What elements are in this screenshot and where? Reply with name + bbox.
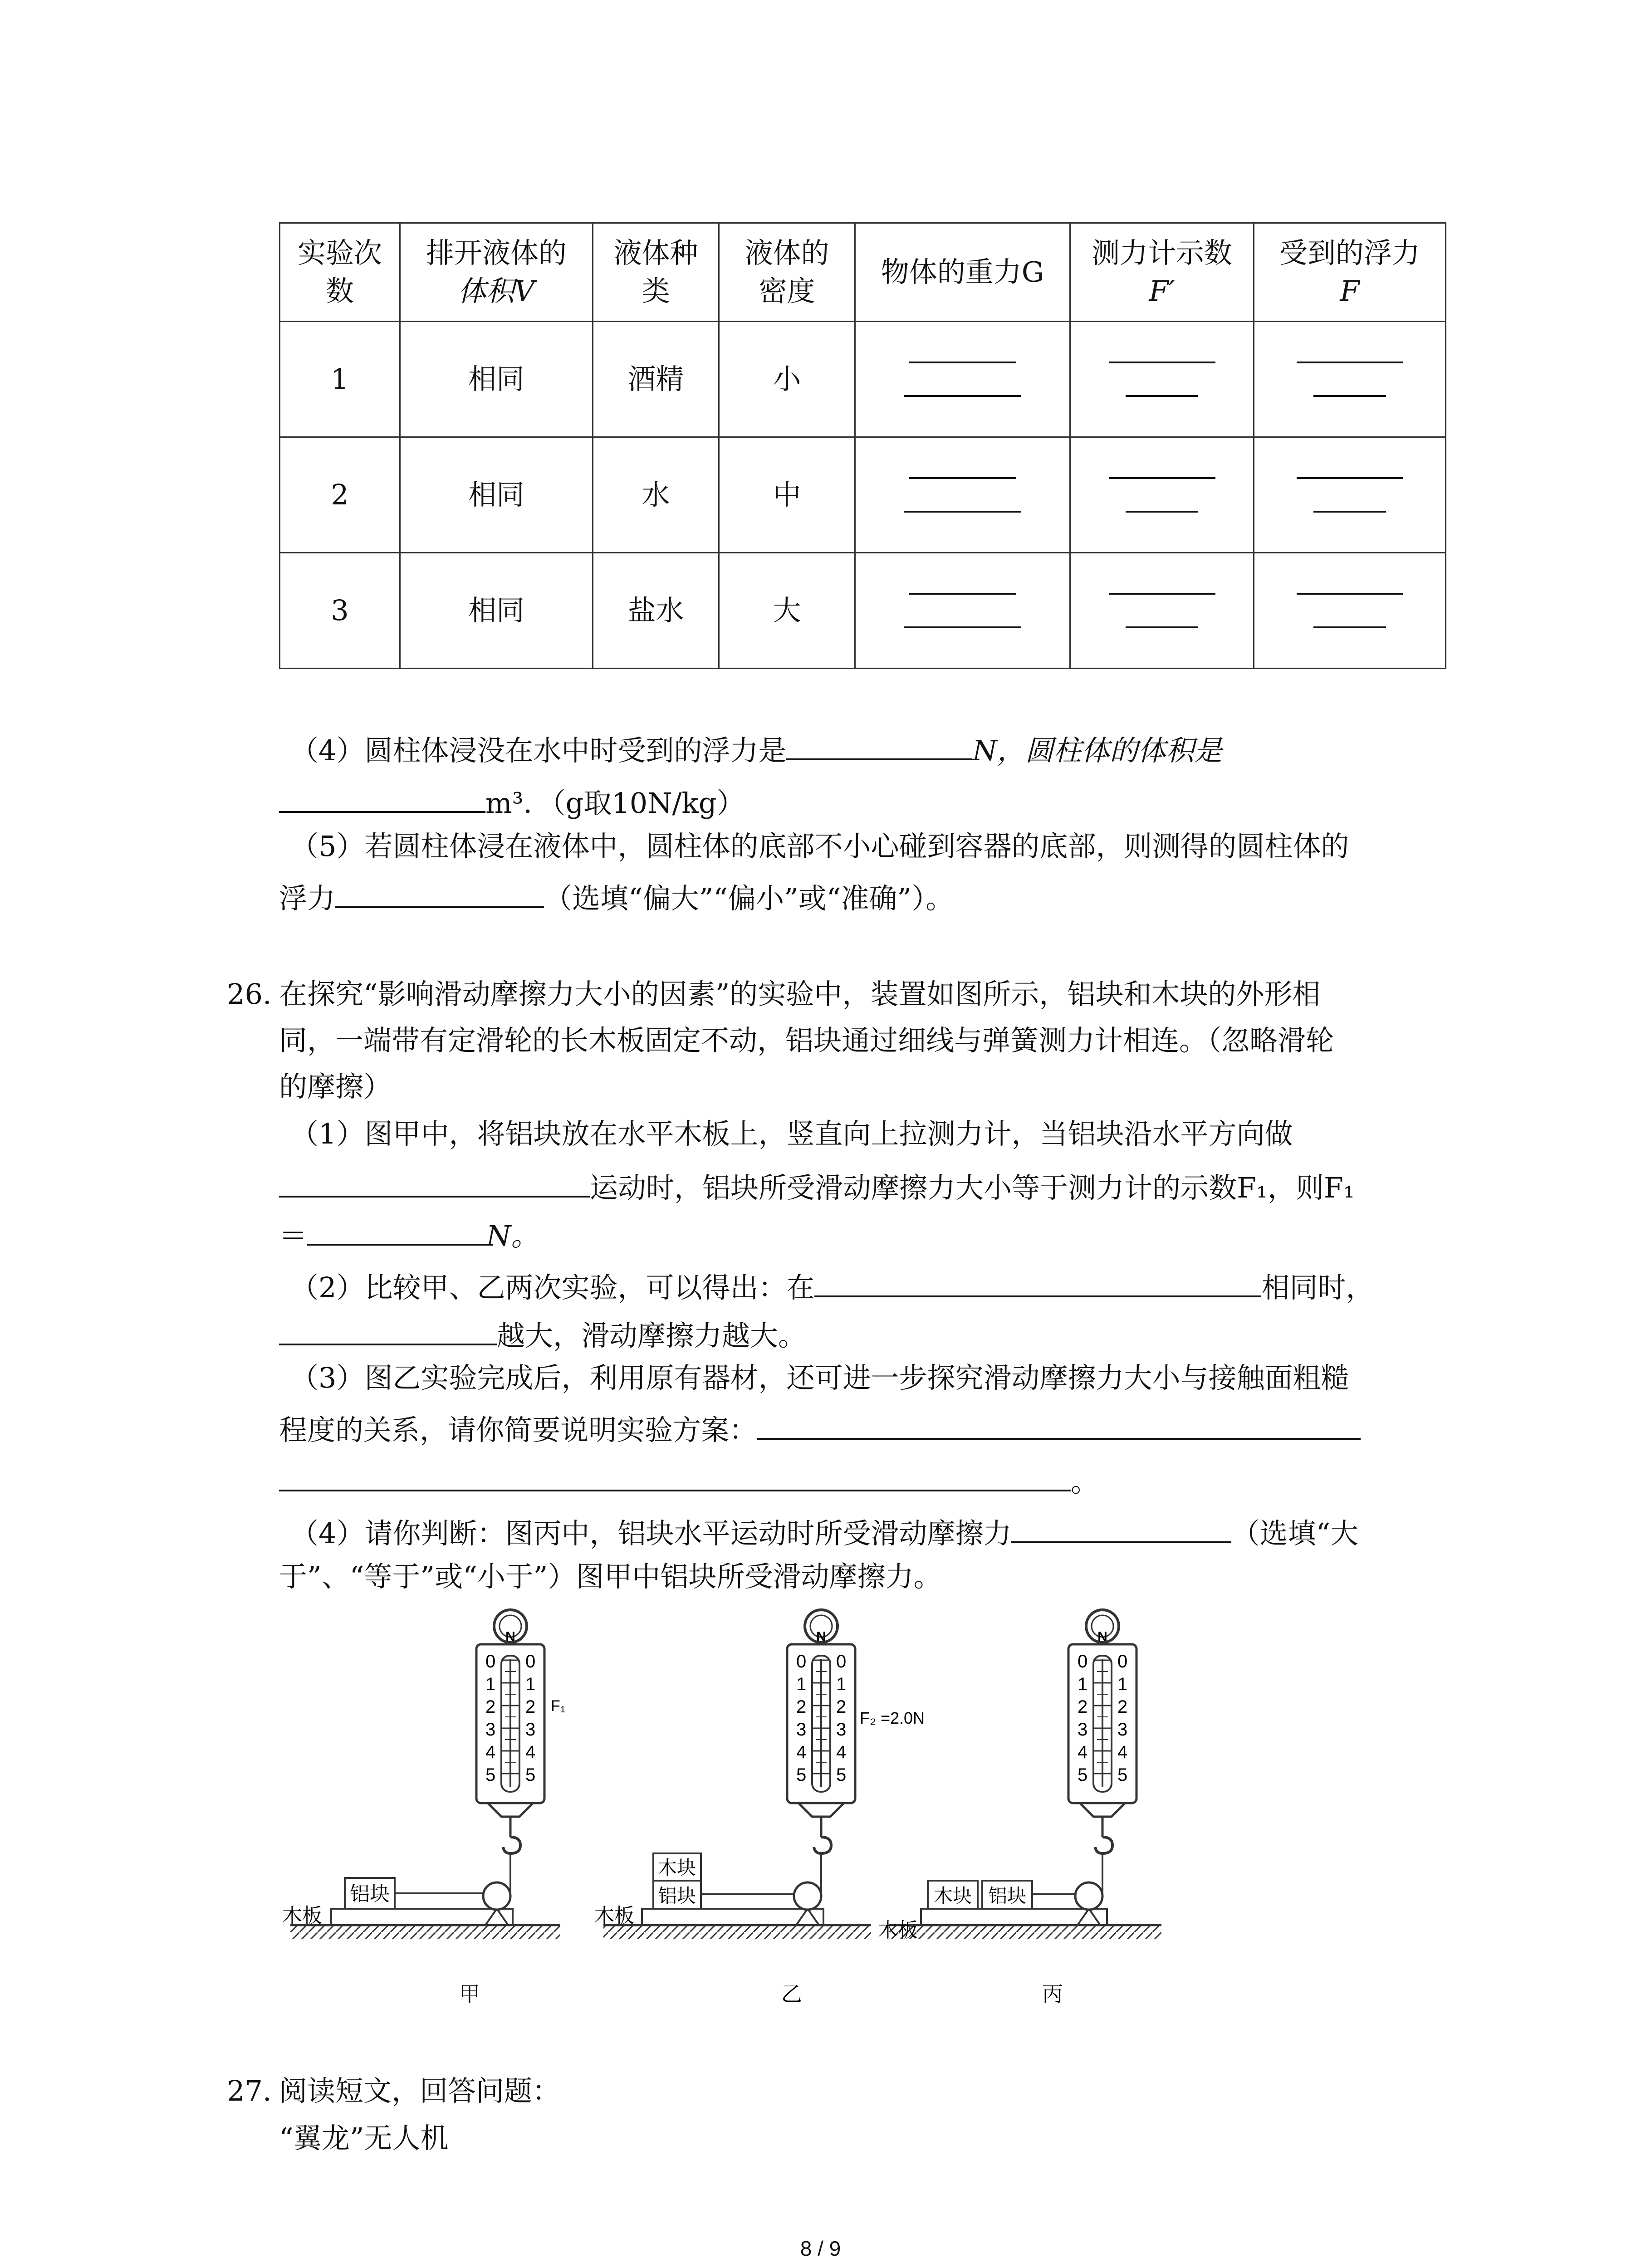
mark-right-0: 0 <box>1117 1652 1128 1672</box>
cell-trial: 2 <box>280 437 400 553</box>
q27-number: 27. <box>227 2074 272 2107</box>
mark-left-3: 3 <box>1078 1720 1088 1740</box>
mark-left-0: 0 <box>1078 1652 1088 1672</box>
q26-part1-line2: 运动时，铝块所受滑动摩擦力大小等于测力计的示数F₁，则F₁ <box>279 1164 1355 1207</box>
mark-right-1: 1 <box>1117 1674 1128 1694</box>
n-label-jia: N <box>505 1629 515 1644</box>
al-label-jia: 铝块 <box>350 1883 390 1905</box>
pulley-yi <box>794 1882 821 1910</box>
caption-yi: 乙 <box>781 1982 802 2006</box>
q27-stem: 阅读短文，回答问题： <box>279 2074 561 2107</box>
mark-right-4: 4 <box>525 1742 536 1762</box>
mark-left-1: 1 <box>796 1674 807 1694</box>
mark-left-4: 4 <box>1078 1742 1088 1762</box>
header-buoyancy: 受到的浮力 F <box>1254 223 1446 322</box>
q26-part1-line3: ＝ N。 <box>279 1212 539 1255</box>
mark-right-3: 3 <box>525 1720 536 1740</box>
mark-left-4: 4 <box>485 1742 496 1762</box>
header-weight: 物体的重力G <box>855 223 1070 322</box>
ground-yi <box>603 1925 871 1939</box>
setup-bing <box>878 1610 1161 2006</box>
cell-liquid: 盐水 <box>593 553 719 669</box>
mark-right-5: 5 <box>1117 1765 1128 1785</box>
n-label-yi: N <box>816 1629 826 1644</box>
cell-liquid: 酒精 <box>593 322 719 437</box>
header-reading: 测力计示数 F′ <box>1070 223 1254 322</box>
caption-bing: 丙 <box>1042 1982 1063 2006</box>
mark-right-0: 0 <box>525 1652 536 1672</box>
mark-left-2: 2 <box>1078 1697 1088 1717</box>
mark-left-3: 3 <box>485 1720 496 1740</box>
q25-part5-line2: 浮力 （选填“偏大”“偏小”或“准确”）。 <box>279 875 954 918</box>
page-number: 8 / 9 <box>800 2237 841 2260</box>
n-label-bing: N <box>1097 1629 1107 1644</box>
board-label-jia: 木板 <box>282 1905 322 1927</box>
board-jia <box>331 1909 513 1925</box>
pulley-bing <box>1075 1882 1102 1910</box>
setup-yi <box>594 1610 925 2006</box>
mark-right-4: 4 <box>1117 1742 1128 1762</box>
q26-part3-line2: 程度的关系，请你简要说明实验方案： <box>279 1406 1361 1449</box>
ground-jia <box>290 1925 560 1939</box>
mark-right-2: 2 <box>836 1697 847 1717</box>
q26-part3-line3: 。 <box>279 1458 1099 1501</box>
wood-label-bing: 木块 <box>933 1885 972 1906</box>
mark-right-3: 3 <box>836 1720 847 1740</box>
cell-trial: 3 <box>280 553 400 669</box>
ground-bing <box>889 1925 1161 1939</box>
al-label-yi: 铝块 <box>657 1885 696 1906</box>
f2-label: F₂ =2.0N <box>860 1709 925 1727</box>
q26-part4-line2: 于”、“等于”或“小于”）图甲中铝块所受滑动摩擦力。 <box>279 1560 942 1593</box>
q26-number: 26. <box>227 978 272 1011</box>
mark-right-5: 5 <box>525 1765 536 1785</box>
mark-left-5: 5 <box>1078 1765 1088 1785</box>
cell-volume: 相同 <box>400 437 593 553</box>
mark-right-0: 0 <box>836 1652 847 1672</box>
q25-part5-line1: （5）若圆柱体浸在液体中，圆柱体的底部不小心碰到容器的底部，则测得的圆柱体的 <box>290 830 1349 863</box>
q26-stem-line2: 同，一端带有定滑轮的长木板固定不动，铝块通过细线与弹簧测力计相连。（忽略滑轮 <box>279 1024 1334 1057</box>
cell-liquid: 水 <box>593 437 719 553</box>
mark-right-4: 4 <box>836 1742 847 1762</box>
q26-part2-line2: 越大，滑动摩擦力越大。 <box>279 1312 806 1355</box>
mark-left-1: 1 <box>485 1674 496 1694</box>
q26-part4-line1: （4）请你判断：图丙中，铝块水平运动时所受滑动摩擦力 （选填“大 <box>290 1510 1358 1553</box>
mark-left-4: 4 <box>796 1742 807 1762</box>
board-yi <box>642 1909 823 1925</box>
wood-label-yi: 木块 <box>657 1857 696 1878</box>
q26-part2-line1: （2）比较甲、乙两次实验，可以得出：在 相同时， <box>290 1264 1374 1307</box>
q26-stem-line3: 的摩擦） <box>279 1070 392 1103</box>
mark-right-1: 1 <box>836 1674 847 1694</box>
mark-right-5: 5 <box>836 1765 847 1785</box>
cell-volume: 相同 <box>400 553 593 669</box>
header-liquid: 液体种 类 <box>593 223 719 322</box>
mark-left-5: 5 <box>796 1765 807 1785</box>
mark-left-0: 0 <box>796 1652 807 1672</box>
header-density: 液体的 密度 <box>719 223 855 322</box>
q26-part3-line1: （3）图乙实验完成后，利用原有器材，还可进一步探究滑动摩擦力大小与接触面粗糙 <box>290 1361 1349 1394</box>
cell-trial: 1 <box>280 322 400 437</box>
header-trial: 实验次 数 <box>280 223 400 322</box>
caption-jia: 甲 <box>459 1982 480 2006</box>
board-label-yi: 木板 <box>594 1905 634 1927</box>
mark-right-2: 2 <box>525 1697 536 1717</box>
cell-density: 大 <box>719 553 855 669</box>
q25-part4-line1: （4）圆柱体浸没在水中时受到的浮力是 N，圆柱体的体积是 <box>290 727 1222 770</box>
mark-right-3: 3 <box>1117 1720 1128 1740</box>
mark-left-3: 3 <box>796 1720 807 1740</box>
al-label-bing: 铝块 <box>988 1885 1027 1906</box>
mark-left-1: 1 <box>1078 1674 1088 1694</box>
pulley-jia <box>483 1882 510 1910</box>
f1-label: F₁ <box>551 1697 566 1715</box>
mark-left-2: 2 <box>796 1697 807 1717</box>
mark-left-5: 5 <box>485 1765 496 1785</box>
q26-stem-line1: 在探究“影响滑动摩擦力大小的因素”的实验中，装置如图所示，铝块和木块的外形相 <box>279 978 1321 1011</box>
q25-part4-line2: m³．（g取10N/kg） <box>279 779 745 822</box>
q26-part1-line1: （1）图甲中，将铝块放在水平木板上，竖直向上拉测力计，当铝块沿水平方向做 <box>290 1117 1293 1150</box>
header-volume: 排开液体的 体积V <box>400 223 593 322</box>
board-label-bing: 木板 <box>878 1919 918 1941</box>
cell-density: 中 <box>719 437 855 553</box>
mark-right-1: 1 <box>525 1674 536 1694</box>
setup-jia <box>282 1610 565 2006</box>
cell-density: 小 <box>719 322 855 437</box>
q27-article-title: “翼龙”无人机 <box>279 2121 449 2155</box>
mark-right-2: 2 <box>1117 1697 1128 1717</box>
mark-left-2: 2 <box>485 1697 496 1717</box>
mark-left-0: 0 <box>485 1652 496 1672</box>
cell-volume: 相同 <box>400 322 593 437</box>
